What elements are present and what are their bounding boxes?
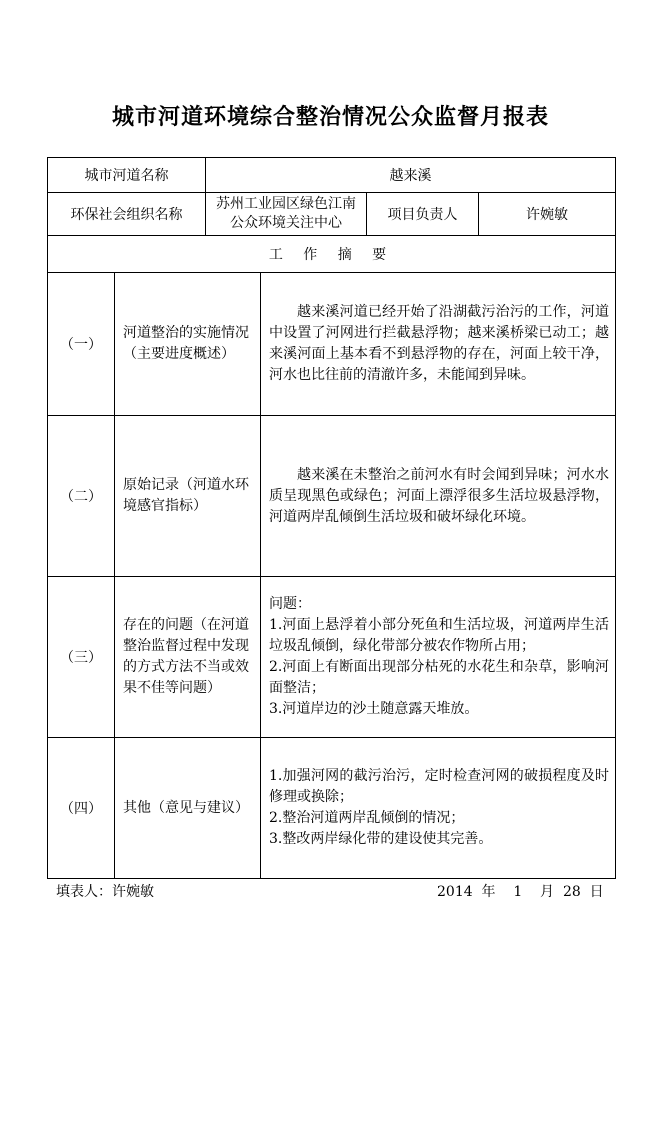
project-lead-label: 项目负责人 — [367, 193, 479, 236]
section-paragraph: 2.整治河道两岸乱倾倒的情况； — [269, 810, 465, 826]
section-row — [48, 738, 616, 879]
section-content — [261, 738, 616, 879]
summary-row — [48, 236, 616, 273]
section-paragraph: 问题： — [269, 596, 311, 612]
org-name-value: 苏州工业园区绿色江南公众环境关注中心 — [206, 193, 367, 236]
section-content — [261, 416, 616, 577]
section-content — [261, 577, 616, 738]
section-row — [48, 416, 616, 577]
section-paragraph: 2.河面上有断面出现部分枯死的水花生和杂草，影响河面整洁； — [269, 659, 610, 696]
section-paragraph: 1.加强河网的截污治污，定时检查河网的破损程度及时修理或换除； — [269, 768, 610, 805]
report-table — [47, 157, 616, 879]
section-label: 原始记录（河道水环境感官指标） — [115, 416, 261, 577]
section-content — [261, 273, 616, 416]
section-label: 存在的问题（在河道整治监督过程中发现的方式方法不当或效果不佳等问题） — [115, 577, 261, 738]
section-label: 其他（意见与建议） — [115, 738, 261, 879]
work-summary-heading: 工 作 摘 要 — [48, 236, 616, 273]
section-paragraph: 越来溪在未整治之前河水有时会闻到异味；河水水质呈现黑色或绿色；河面上漂浮很多生活垃圾悬浮物，河道两岸乱倾倒生活垃圾和破坏绿化环境。 — [269, 466, 610, 525]
river-name-label: 城市河道名称 — [48, 158, 206, 193]
section-paragraph: 3.整改两岸绿化带的建设使其完善。 — [269, 831, 493, 847]
report-date: 2014 年 1 月 28 日 — [437, 884, 604, 900]
section-paragraph: 越来溪河道已经开始了沿湖截污治污的工作，河道中设置了河网进行拦截悬浮物；越来溪桥梁已动工；越来溪河面上基本看不到悬浮物的存在，河面上较干净，河水也比往前的清澈许多，未能闻到异味。 — [269, 304, 610, 383]
section-paragraph: 1.河面上悬浮着小部分死鱼和生活垃圾，河道两岸生活垃圾乱倾倒，绿化带部分被农作物所占用； — [269, 617, 610, 654]
section-row — [48, 577, 616, 738]
project-lead-value: 许婉敏 — [479, 193, 616, 236]
river-name-value: 越来溪 — [206, 158, 616, 193]
report-title: 城市河道环境综合整治情况公众监督月报表 — [111, 104, 549, 130]
section-number: （四） — [48, 738, 115, 879]
river-row — [48, 158, 616, 193]
org-name-label: 环保社会组织名称 — [48, 193, 206, 236]
section-paragraph: 3.河道岸边的沙土随意露天堆放。 — [269, 701, 479, 717]
section-number: （一） — [48, 273, 115, 416]
form-filler: 填表人：许婉敏 — [56, 884, 154, 900]
org-row — [48, 193, 616, 236]
section-label: 河道整治的实施情况（主要进度概述） — [115, 273, 261, 416]
section-number: （二） — [48, 416, 115, 577]
section-row — [48, 273, 616, 416]
section-number: （三） — [48, 577, 115, 738]
